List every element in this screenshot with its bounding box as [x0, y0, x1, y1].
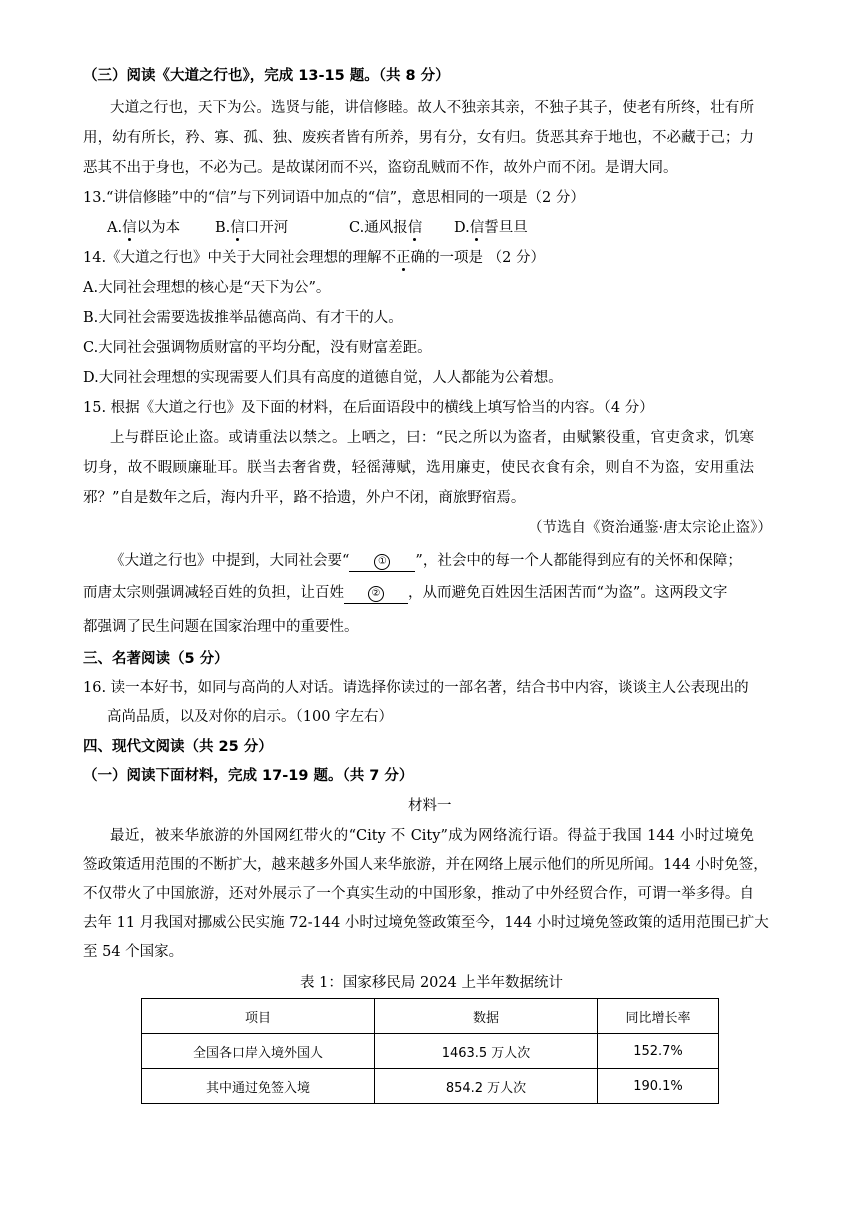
table-header-cell: 同比增长率 — [598, 999, 719, 1034]
table-cell: 854.2 万人次 — [375, 1069, 598, 1104]
material-source: （节选自《资治通鉴·唐太宗论止盗》） — [528, 520, 772, 536]
question-14-option-d: D.大同社会理想的实现需要人们具有高度的道德自觉，人人都能为公着想。 — [83, 370, 563, 386]
question-16-stem: 16. 读一本好书，如同与高尚的人对话。请选择你读过的一部名著，结合书中内容，谈谈主人公表现出的 — [83, 680, 749, 696]
question-13-option-d: D.信誓旦旦 — [454, 220, 528, 236]
question-14-option-c: C.大同社会强调物质财富的平均分配，没有财富差距。 — [83, 340, 432, 356]
question-16-stem-cont: 高尚品质，以及对你的启示。（100 字左右） — [107, 709, 394, 725]
material-line: 邪？”自是数年之后，海内升平，路不拾遗，外户不闭，商旅野宿焉。 — [83, 490, 526, 506]
question-14-option-a: A.大同社会理想的核心是“天下为公”。 — [83, 280, 331, 296]
table-row — [142, 1069, 719, 1104]
emphasis-dots: 不正确 — [381, 250, 426, 266]
question-14-option-b: B.大同社会需要选拔推举品德高尚、有才干的人。 — [83, 310, 403, 326]
table-cell: 190.1% — [598, 1069, 719, 1104]
passage-line: 恶其不出于身也，不必为己。是故谋闭而不兴，盗窃乱贼而不作，故外户而不闭。是谓大同。 — [83, 160, 678, 176]
passage-line: 用，幼有所长，矜、寡、孤、独、废疾者皆有所养，男有分，女有归。货恶其弃于地也，不必藏于己；力 — [83, 130, 754, 146]
question-13-option-b: B.信口开河 — [215, 220, 289, 236]
part-3-heading: 三、名著阅读（5 分） — [83, 651, 229, 667]
question-13-option-c: C.通风报信 — [349, 220, 423, 236]
question-15-stem: 15. 根据《大道之行也》及下面的材料，在后面语段中的横线上填写恰当的内容。（4 分） — [83, 400, 654, 416]
fill-blank-line-3: 都强调了民生问题在国家治理中的重要性。 — [83, 619, 359, 635]
table-header-cell: 项目 — [142, 999, 375, 1034]
material-line: 不仅带火了中国旅游，还对外展示了一个真实生动的中国形象，推动了中外经贸合作，可谓一举多得。自 — [83, 886, 754, 902]
material-line: 最近，被来华旅游的外国网红带火的“City 不 City”成为网络流行语。得益于我国 144 小时过境免 — [110, 828, 754, 844]
table-row — [142, 1034, 719, 1069]
table-cell: 1463.5 万人次 — [375, 1034, 598, 1069]
blank-2[interactable]: ② — [344, 583, 408, 604]
part-4-heading: 四、现代文阅读（共 25 分） — [83, 739, 273, 755]
material-line: 至 54 个国家。 — [83, 944, 184, 960]
blank-1[interactable]: ① — [349, 551, 415, 572]
passage-line: 大道之行也，天下为公。选贤与能，讲信修睦。故人不独亲其亲，不独子其子，使老有所终，壮有所 — [110, 100, 754, 116]
material-line: 上与群臣论止盗。或请重法以禁之。上哂之，曰：“民之所以为盗者，由赋繁役重，官吏贪求，饥寒 — [110, 430, 754, 446]
table-cell: 152.7% — [598, 1034, 719, 1069]
fill-blank-line-2: 而唐太宗则强调减轻百姓的负担，让百姓 ② ，从而避免百姓因生活困苦而“为盗”。这两段文字 — [83, 583, 727, 604]
section-heading-3: （三）阅读《大道之行也》，完成 13-15 题。（共 8 分） — [83, 68, 450, 84]
table-cell: 全国各口岸入境外国人 — [142, 1034, 375, 1069]
question-13-stem: 13.“讲信修睦”中的“信”与下列词语中加点的“信”，意思相同的一项是（2 分） — [83, 190, 585, 206]
table-header-row — [142, 999, 719, 1034]
table-cell: 其中通过免签入境 — [142, 1069, 375, 1104]
material-line: 去年 11 月我国对挪威公民实施 72-144 小时过境免签政策至今，144 小时过境免签政策的适用范围已扩大 — [83, 915, 769, 931]
material-line: 切身，故不暇顾廉耻耳。朕当去奢省费，轻徭薄赋，选用廉吏，使民衣食有余，则自不为盗，安用重法 — [83, 460, 754, 476]
material-title: 材料一 — [408, 798, 452, 814]
subsection-heading-1: （一）阅读下面材料，完成 17-19 题。（共 7 分） — [83, 768, 414, 784]
question-14-stem: 14.《大道之行也》中关于大同社会理想的理解不正确的一项是 （2 分） — [83, 250, 546, 266]
fill-blank-line-1: 《大道之行也》中提到，大同社会要“ ① ”，社会中的每一个人都能得到应有的关怀和保障； — [110, 551, 742, 572]
question-13-option-a: A.信以为本 — [107, 220, 181, 236]
table-caption: 表 1：国家移民局 2024 上半年数据统计 — [300, 975, 563, 991]
table-header-cell: 数据 — [375, 999, 598, 1034]
material-line: 签政策适用范围的不断扩大，越来越多外国人来华旅游，并在网络上展示他们的所见所闻。144 小时免签， — [83, 857, 768, 873]
stats-table — [141, 998, 719, 1104]
